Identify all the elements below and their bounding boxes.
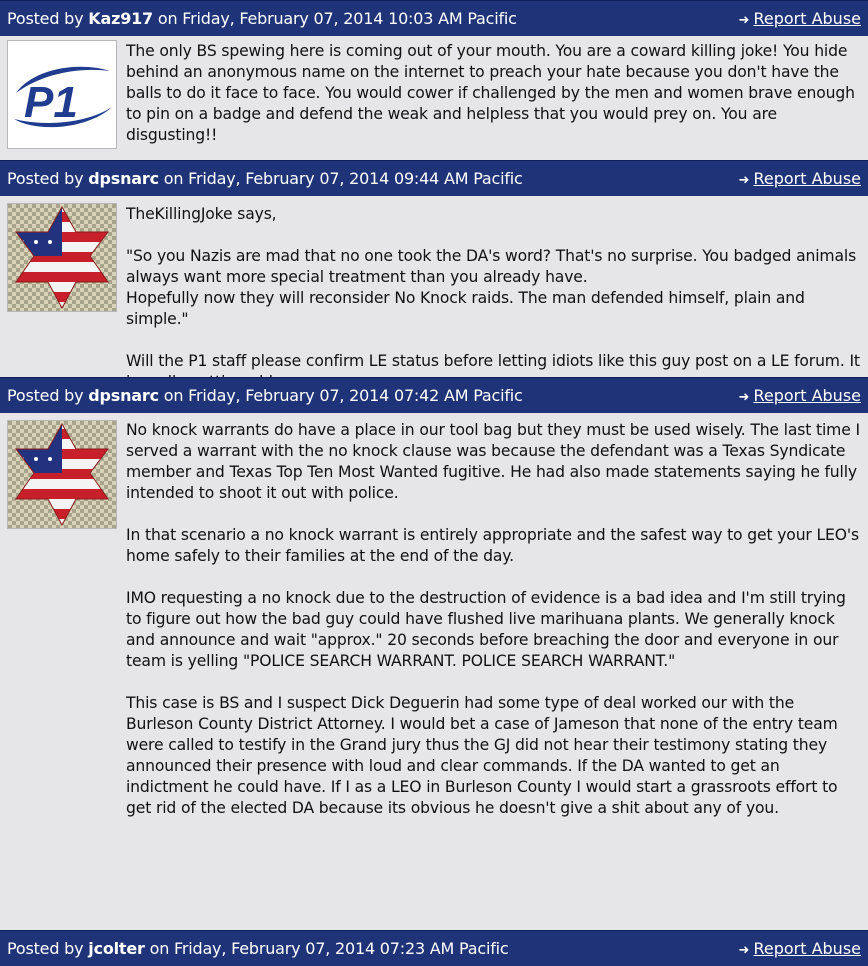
arrow-right-icon: ➜ bbox=[738, 13, 750, 28]
flag-star-badge-icon bbox=[8, 204, 116, 311]
author-link[interactable]: dpsnarc bbox=[88, 386, 159, 405]
report-abuse-label: Report Abuse bbox=[753, 9, 861, 28]
post-paragraph: Will the P1 staff please confirm LE status before letting idiots like this guy post on a LE forum. It bbox=[126, 352, 860, 370]
report-abuse-label: Report Abuse bbox=[753, 939, 861, 958]
post-paragraph: "So you Nazis are mad that no one took the DA's word? That's no surprise. You badged animals always want more special treatment than you already have. Hopefully now they will reconsider No Knock raids. The man defended himself, plain and simple." bbox=[126, 247, 857, 328]
post-body bbox=[0, 36, 868, 160]
post-paragraph: IMO requesting a no knock due to the destruction of evidence is a bad idea and I'm still trying to figure out how the bad guy could have flushed live marihuana plants. We generally knock and announce and wait "approx." 20 seconds before breaching the door and everyone in our team is yelling "POLICE SEARCH WARRANT. POLICE SEARCH WARRANT." bbox=[126, 589, 846, 670]
report-abuse-link[interactable] bbox=[739, 9, 861, 28]
post-date: on Friday, February 07, 2014 07:42 AM Pacific bbox=[163, 386, 523, 405]
p1-logo-text: P1 bbox=[24, 78, 78, 127]
posted-by-label: Posted by bbox=[7, 386, 84, 405]
report-abuse-label: Report Abuse bbox=[753, 169, 861, 188]
post-paragraph: The only BS spewing here is coming out of your mouth. You are a coward killing joke! You hide behind an anonymous name on the internet to preach your hate because you don't have the balls to do it face to face. You would cower if challenged by the men and women brave enough to pin on a badge and defend the weak and helpless that you would prey on. You are disgusting!! bbox=[126, 42, 855, 144]
avatar bbox=[7, 203, 117, 312]
post-header bbox=[0, 377, 868, 413]
p1-logo-icon bbox=[8, 41, 116, 148]
post-byline bbox=[7, 939, 509, 958]
post-body bbox=[0, 413, 868, 930]
post-header bbox=[0, 930, 868, 966]
post-body bbox=[0, 196, 868, 376]
post-message bbox=[126, 204, 860, 393]
post-message bbox=[126, 41, 860, 146]
flag-star-badge-icon bbox=[8, 421, 116, 528]
report-abuse-link[interactable] bbox=[739, 939, 861, 958]
post-paragraph: TheKillingJoke says, bbox=[126, 205, 277, 223]
post-paragraph: No knock warrants do have a place in our tool bag but they must be used wisely. The last time I served a warrant with the no knock clause was because the defendant was a Texas Syndicate member and Texas Top Ten Most Wanted fugitive. He had also made statements saying he fully intended to shoot it out with police. bbox=[126, 421, 860, 502]
report-abuse-link[interactable] bbox=[739, 169, 861, 188]
post-message bbox=[126, 420, 860, 819]
arrow-right-icon: ➜ bbox=[738, 173, 750, 188]
avatar bbox=[7, 40, 117, 149]
arrow-right-icon: ➜ bbox=[738, 390, 750, 405]
post-paragraph: In that scenario a no knock warrant is entirely appropriate and the safest way to get your LEO's home safely to their families at the end of the day. bbox=[126, 526, 859, 565]
posted-by-label: Posted by bbox=[7, 169, 84, 188]
post-date: on Friday, February 07, 2014 10:03 AM Pacific bbox=[157, 9, 517, 28]
post-header bbox=[0, 0, 868, 36]
author-link[interactable]: Kaz917 bbox=[88, 9, 153, 28]
arrow-right-icon: ➜ bbox=[738, 943, 750, 958]
posted-by-label: Posted by bbox=[7, 939, 84, 958]
post-byline bbox=[7, 169, 523, 188]
post-paragraph: This case is BS and I suspect Dick Deguerin had some type of deal worked our with the Burleson County District Attorney. I would bet a case of Jameson that none of the entry team were called to testify in the Grand jury thus the GJ did not hear their testimony stating they announced their presence with loud and clear commands. If the DA wanted to get an indictment he could have. If I as a LEO in Burleson County I would start a grassroots effort to get rid of the elected DA because its obvious he doesn't give a shit about any of you. bbox=[126, 694, 838, 817]
author-link[interactable]: dpsnarc bbox=[88, 169, 159, 188]
post-byline bbox=[7, 386, 523, 405]
avatar bbox=[7, 420, 117, 529]
report-abuse-label: Report Abuse bbox=[753, 386, 861, 405]
post-date: on Friday, February 07, 2014 07:23 AM Pacific bbox=[149, 939, 509, 958]
post-byline bbox=[7, 9, 517, 28]
report-abuse-link[interactable] bbox=[739, 386, 861, 405]
post-header bbox=[0, 160, 868, 196]
post-date: on Friday, February 07, 2014 09:44 AM Pacific bbox=[163, 169, 523, 188]
posted-by-label: Posted by bbox=[7, 9, 84, 28]
author-link[interactable]: jcolter bbox=[88, 939, 145, 958]
